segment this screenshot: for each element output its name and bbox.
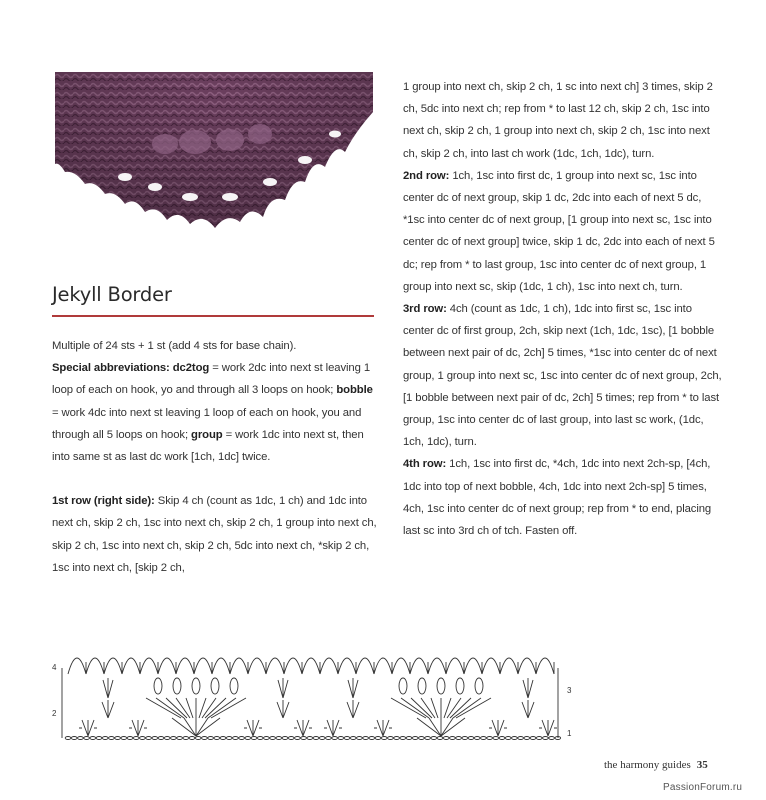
row2-dc [391, 698, 426, 718]
chain-stitch [195, 737, 201, 740]
chain-stitch [301, 737, 307, 740]
row2-dc [199, 698, 206, 718]
fan-dc [417, 718, 441, 736]
bobble [211, 678, 219, 694]
chain-stitch [400, 737, 406, 740]
chain-stitch [381, 737, 387, 740]
row2-dc [456, 698, 491, 718]
chain-stitch [257, 737, 263, 740]
chain-stitch [344, 737, 350, 740]
dc-stitch [542, 720, 548, 736]
bobble [456, 678, 464, 694]
special-abbreviations: Special abbreviations: dc2tog = work 2dc into next st leaving 1 loop of each on hook, yo and through all 3 loops on hook; bobble = work 4dc into next st leaving 1 loop of each on hook, you and through all 5 loops on hook; group = work 1dc into next st, then into same st as last dc work [1ch, 1dc] twice. [52, 362, 373, 464]
chain-stitch [71, 737, 77, 740]
chain-stitch [518, 737, 524, 740]
row2-dc [447, 698, 461, 718]
right-column [403, 76, 723, 542]
group-dc [283, 680, 288, 698]
group-dc [108, 680, 113, 698]
chain-stitch [394, 737, 400, 740]
chain-stitch [295, 737, 301, 740]
dc-stitch [548, 720, 554, 736]
chain-stitch [307, 737, 313, 740]
edge-stitches [62, 668, 558, 738]
chain-stitch [233, 737, 239, 740]
fan-dc [441, 718, 453, 736]
group-dc [348, 680, 353, 698]
chain-arch [68, 658, 86, 674]
row2-dc [208, 698, 236, 718]
group-dc [353, 702, 359, 718]
chain-arch [536, 658, 554, 674]
dc-stitch [383, 720, 389, 736]
row3-instructions: 3rd row: 4ch (count as 1dc, 1 ch), 1dc into first sc, 1sc into center dc of first group, 2ch, skip next (1ch, 1dc, 1sc), [1 bobble between next pair of dc, 2ch] 5 times, *1sc into center dc of next group, 1 group into next sc, 1sc into center dc of next group, 2ch, [1 bobble between next pair of dc, 2ch] 5 times; rep from * to last group, 1sc into center dc of last group, into last sc work, (1dc, 1ch, 1dc), turn. [403, 303, 722, 449]
chain-stitch [468, 737, 474, 740]
row-label-2: 2 [52, 709, 57, 718]
chain-stitch [450, 737, 456, 740]
page-footer [604, 759, 708, 771]
bobble [230, 678, 238, 694]
chain-stitch [276, 737, 282, 740]
group-dc [283, 702, 289, 718]
page-number: 35 [696, 759, 708, 771]
chain-stitch [332, 737, 338, 740]
chain-stitch [313, 737, 319, 740]
chain-arch [284, 658, 302, 674]
chain-arch [410, 658, 428, 674]
chain-arch [230, 658, 248, 674]
chain-stitch [65, 737, 71, 740]
chain-stitch [350, 737, 356, 740]
group-dc [102, 702, 108, 718]
dc-stitch [138, 720, 144, 736]
row2-dc [401, 698, 429, 718]
bobble [475, 678, 483, 694]
fan-dc [196, 718, 220, 736]
row2-dc [186, 698, 193, 718]
chain-stitch [481, 737, 487, 740]
row2-dc [202, 698, 216, 718]
fan-dc [184, 718, 196, 736]
chain-stitch [127, 737, 133, 740]
chain-stitch [96, 737, 102, 740]
chain-arch [302, 658, 320, 674]
watermark: PassionForum.ru [663, 782, 743, 793]
chain-stitch [208, 737, 214, 740]
chain-stitch [102, 737, 108, 740]
left-column [52, 335, 377, 579]
chain-stitch [543, 737, 549, 740]
chain-arch [176, 658, 194, 674]
pattern-title: Jekyll Border [52, 283, 172, 306]
group-dc [278, 680, 283, 698]
group-dc [523, 680, 528, 698]
dc-stitch [377, 720, 383, 736]
group-dc [528, 702, 534, 718]
chain-stitch [549, 737, 555, 740]
chain-stitch [115, 737, 121, 740]
chain-stitch [369, 737, 375, 740]
chain-arch [158, 658, 176, 674]
chain-arch [86, 658, 104, 674]
fan-dc [441, 718, 465, 736]
bobble [192, 678, 200, 694]
group-dc [528, 680, 533, 698]
chain-arch [212, 658, 230, 674]
dc-stitch [498, 720, 504, 736]
title-rule [52, 315, 374, 317]
chain-stitch [505, 737, 511, 740]
chain-stitch [202, 737, 208, 740]
chain-arch [248, 658, 266, 674]
chain-arch [140, 658, 158, 674]
chain-stitch [270, 737, 276, 740]
dc-stitch [492, 720, 498, 736]
bobble [399, 678, 407, 694]
chain-stitch [437, 737, 443, 740]
chain-stitch [264, 737, 270, 740]
chain-stitch [431, 737, 437, 740]
chain-stitch [363, 737, 369, 740]
chain-stitch [282, 737, 288, 740]
row2-dc [421, 698, 435, 718]
chain-stitch [133, 737, 139, 740]
chain-stitch [189, 737, 195, 740]
fan-dc [429, 718, 441, 736]
chain-stitch [530, 737, 536, 740]
chain-stitch [226, 737, 232, 740]
chain-stitch [177, 737, 183, 740]
group-dc [103, 680, 108, 698]
dc-stitch [82, 720, 88, 736]
chain-stitch [164, 737, 170, 740]
chain-arch [338, 658, 356, 674]
row-label-1: 1 [567, 729, 572, 738]
dc-stitch [247, 720, 253, 736]
chain-stitch [152, 737, 158, 740]
group-dc [353, 680, 358, 698]
dc-stitch [327, 720, 333, 736]
dc-stitch [132, 720, 138, 736]
row1-instructions: 1st row (right side): Skip 4 ch (count as 1dc, 1 ch) and 1dc into next ch, skip 2 ch, 1sc into next ch, skip 2 ch, 1 group into next ch, skip 2 ch, 1sc into next ch, skip 2 ch, 5dc into next ch, *skip 2 ch, 1sc into next ch, [skip 2 ch, [52, 495, 377, 574]
row-label-4: 4 [52, 663, 57, 672]
chain-stitch [90, 737, 96, 740]
chain-arch [104, 658, 122, 674]
chain-stitch [319, 737, 325, 740]
row2-dc [156, 698, 184, 718]
chain-arch [356, 658, 374, 674]
chain-arch [518, 658, 536, 674]
group-dc [277, 702, 283, 718]
chain-stitch [462, 737, 468, 740]
chain-stitch [493, 737, 499, 740]
chain-stitch [425, 737, 431, 740]
bobble [154, 678, 162, 694]
chain-stitch [406, 737, 412, 740]
chain-stitch [326, 737, 332, 740]
chain-stitch [239, 737, 245, 740]
row2-dc [444, 698, 451, 718]
dc-stitch [297, 720, 303, 736]
chain-stitch [474, 737, 480, 740]
chain-arch [500, 658, 518, 674]
chain-arch [374, 658, 392, 674]
border-photo [55, 72, 373, 232]
chain-stitch [524, 737, 530, 740]
chain-stitch [512, 737, 518, 740]
chain-arch [122, 658, 140, 674]
bobble [437, 678, 445, 694]
intro-text: Multiple of 24 sts + 1 st (add 4 sts for base chain). [52, 340, 297, 352]
chain-stitch [288, 737, 294, 740]
row2-instructions: 2nd row: 1ch, 1sc into first dc, 1 group into next sc, 1sc into center dc of next group, skip 1 dc, 2dc into each of next 5 dc, *1sc into center dc of next group, [1 group into next sc, 1sc into center dc of next group] twice, skip 1 dc, 2dc into each of next 5 dc; rep from * to last group, 1sc into center dc of next group, 1 group into next sc, skip (1dc, 1 ch), 1sc into next ch, turn. [403, 169, 715, 293]
chain-stitch [251, 737, 257, 740]
chain-arch [446, 658, 464, 674]
row2-dc [176, 698, 190, 718]
dc-stitch [88, 720, 94, 736]
chain-stitch [412, 737, 418, 740]
chain-stitch [109, 737, 115, 740]
chain-stitch [220, 737, 226, 740]
row2-dc [453, 698, 481, 718]
chain-stitch [183, 737, 189, 740]
row2-dc [146, 698, 181, 718]
chain-arch [392, 658, 410, 674]
fan-dc [172, 718, 196, 736]
chain-stitch [487, 737, 493, 740]
chain-stitch [245, 737, 251, 740]
group-dc [347, 702, 353, 718]
fan-dc [196, 718, 208, 736]
chain-stitch [499, 737, 505, 740]
chain-stitch [338, 737, 344, 740]
chain-stitch [536, 737, 542, 740]
chain-arch [464, 658, 482, 674]
row2-dc [211, 698, 246, 718]
dc-stitch [333, 720, 339, 736]
bobble [418, 678, 426, 694]
chain-stitch [171, 737, 177, 740]
chain-stitch [121, 737, 127, 740]
chain-stitch [214, 737, 220, 740]
dc-stitch [253, 720, 259, 736]
chain-stitch [375, 737, 381, 740]
row4-instructions: 4th row: 1ch, 1sc into first dc, *4ch, 1dc into next 2ch-sp, [4ch, 1dc into top of next bobble, 4ch, 1dc into next 2ch-sp] 5 times, 4ch, 1sc into center dc of next group; rep from * to end, placing last sc into 3rd ch of tch. Fasten off. [403, 458, 712, 538]
dc-stitch [303, 720, 309, 736]
chain-arch [194, 658, 212, 674]
chain-arch [266, 658, 284, 674]
chain-stitch [158, 737, 164, 740]
group-dc [108, 702, 114, 718]
chain-stitch [84, 737, 90, 740]
chain-stitch [419, 737, 425, 740]
row2-dc [431, 698, 438, 718]
chain-stitch [456, 737, 462, 740]
chain-stitch [357, 737, 363, 740]
chain-arch [428, 658, 446, 674]
chain-arch [320, 658, 338, 674]
row1-continued: 1 group into next ch, skip 2 ch, 1 sc into next ch] 3 times, skip 2 ch, 5dc into next ch; rep from * to last 12 ch, skip 2 ch, 1sc into next ch, skip 2 ch, 1 group into next ch, skip 2 ch, 1sc into next ch, skip 2 ch, into last ch work (1dc, 1ch, 1dc), turn. [403, 81, 713, 160]
group-dc [522, 702, 528, 718]
chain-stitch [78, 737, 84, 740]
chain-stitch [140, 737, 146, 740]
row-label-3: 3 [567, 686, 572, 695]
book-title: the harmony guides [604, 759, 691, 771]
chain-arch [482, 658, 500, 674]
bobble [173, 678, 181, 694]
crochet-chart [50, 628, 580, 748]
chain-stitch [146, 737, 152, 740]
chain-stitch [443, 737, 449, 740]
chain-stitch [388, 737, 394, 740]
